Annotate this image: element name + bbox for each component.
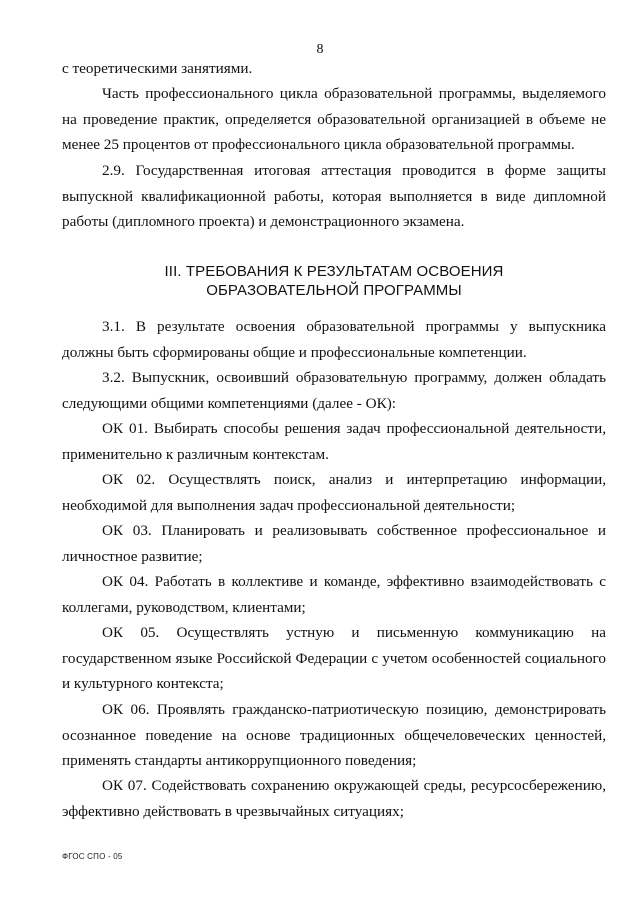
competency-ok-04: ОК 04. Работать в коллективе и команде, эффективно взаимодействовать с коллегами, руководством, клиентами; [62,573,606,616]
paragraph-3-1: 3.1. В результате освоения образовательной программы у выпускника должны быть сформированы общие и профессиональные компетенции. [62,318,606,361]
competency-ok-01: ОК 01. Выбирать способы решения задач профессиональной деятельности, применительно к различным контекстам. [62,420,606,463]
section-heading-line-1: III. ТРЕБОВАНИЯ К РЕЗУЛЬТАТАМ ОСВОЕНИЯ [164,263,504,280]
competency-ok-02: ОК 02. Осуществлять поиск, анализ и интерпретацию информации, необходимой для выполнения задач профессиональной деятельности; [62,471,606,514]
paragraph-continuation: с теоретическими занятиями. [62,60,253,77]
page-number: 8 [316,42,324,57]
section-heading [62,262,606,300]
competency-ok-07: ОК 07. Содействовать сохранению окружающей среды, ресурсосбережению, эффективно действовать в чрезвычайных ситуациях; [62,777,606,820]
paragraph-2-9: 2.9. Государственная итоговая аттестация проводится в форме защиты выпускной квалификационной работы, которая выполняется в виде дипломной работы (дипломного проекта) и демонстрационного экзамена. [62,162,606,230]
footer-label: ФГОС СПО - 05 [62,852,123,861]
competency-ok-06: ОК 06. Проявлять гражданско-патриотическую позицию, демонстрировать осознанное поведение на основе традиционных общечеловеческих ценностей, применять стандарты антикоррупционного поведения; [62,701,606,769]
section-heading-line-2: ОБРАЗОВАТЕЛЬНОЙ ПРОГРАММЫ [206,282,462,299]
competency-ok-03: ОК 03. Планировать и реализовывать собственное профессиональное и личностное развитие; [62,522,606,565]
paragraph-practice-share: Часть профессионального цикла образовательной программы, выделяемого на проведение практик, определяется образовательной организацией в объеме не менее 25 процентов от профессионального цикла образовательной программы. [62,85,606,153]
competency-ok-05: ОК 05. Осуществлять устную и письменную коммуникацию на государственном языке Российской Федерации с учетом особенностей социального и культурного контекста; [62,624,606,692]
paragraph-3-2: 3.2. Выпускник, освоивший образовательную программу, должен обладать следующими общими компетенциями (далее - ОК): [62,369,606,412]
